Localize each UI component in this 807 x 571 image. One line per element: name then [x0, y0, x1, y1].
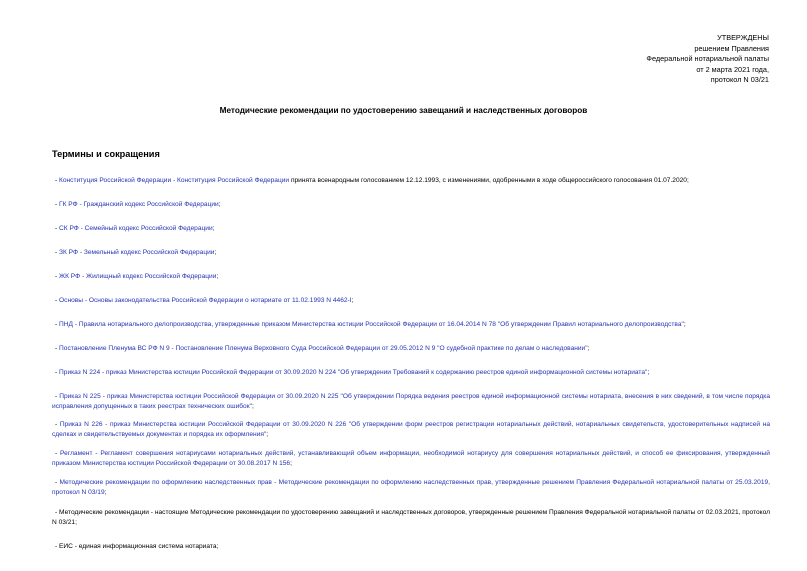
term-link[interactable]: ЗК РФ - Земельный кодекс Российской Федерации	[59, 249, 215, 256]
term-prefix: -	[55, 249, 60, 256]
term-link[interactable]: ГК РФ - Гражданский кодекс Российской Федерации	[59, 201, 219, 208]
term-text: принята всенародным голосованием 12.12.1993, с изменениями, одобренными в ходе общероссийского голосования 01.07.2020;	[289, 177, 689, 184]
term-prefix: -	[55, 345, 60, 352]
term-text: ;	[290, 459, 292, 467]
term-link[interactable]: Основы - Основы законодательства Российской Федерации о нотариате от 11.02.1993 N 4462-I	[59, 297, 352, 304]
term-prefix: -	[55, 321, 60, 328]
term-prefix: -	[55, 479, 60, 486]
term-item	[52, 272, 770, 282]
document-title: Методические рекомендации по удостоверению завещаний и наследственных договоров	[219, 106, 588, 115]
term-item	[52, 420, 770, 439]
term-item	[52, 224, 770, 234]
term-text: ;	[683, 321, 686, 328]
term-item	[52, 478, 770, 497]
term-prefix: -	[55, 273, 60, 280]
term-item	[52, 200, 770, 210]
approval-line: от 2 марта 2021 года,	[696, 64, 769, 74]
term-prefix: -	[55, 225, 60, 232]
section-title: Термины и сокращения	[52, 149, 160, 159]
term-item	[52, 320, 770, 330]
term-link[interactable]: Приказ N 226 - приказ Министерства юстиции Российской Федерации от 30.09.2020 N 226 "Об утверждении форм реестров регистрации нотариальных действий, нотариальных свидетельств, удостоверительных надписей на сделках и свидетельствуемых документах и порядка их оформления"	[52, 421, 770, 438]
approval-block	[646, 33, 769, 86]
term-link[interactable]: ЖК РФ - Жилищный кодекс Российской Федерации	[59, 273, 217, 280]
term-text: ;	[216, 273, 219, 280]
term-link[interactable]: ПНД - Правила нотариального делопроизводства, утвержденные приказом Министерства юстиции Российской Федерации от 16.04.2014 N 78 "Об утверждении Правил нотариального делопроизводства"	[59, 321, 684, 328]
term-text: ;	[218, 201, 221, 208]
term-item	[52, 176, 770, 186]
term-link[interactable]: Приказ N 225 - приказ Министерства юстиции Российской Федерации от 30.09.2020 N 225 "Об утверждении Порядка ведения реестров единой информационной системы нотариата, внесения в них сведений, в том числе порядка исправления допущенных в таких реестрах технических ошибок"	[52, 393, 770, 410]
term-item	[52, 392, 770, 411]
term-prefix: -	[55, 421, 60, 428]
approval-line: решением Правления	[694, 43, 769, 53]
term-text: ;	[104, 488, 107, 496]
approval-line: Федеральной нотариальной палаты	[646, 54, 769, 64]
term-item	[52, 449, 770, 468]
term-item	[52, 508, 770, 527]
term-item	[52, 296, 770, 306]
approval-line: протокол N 03/21	[710, 75, 769, 85]
term-text: ;	[214, 249, 217, 256]
term-link[interactable]: Постановление Пленума ВС РФ N 9 - Постановление Пленума Верховного Суда Российской Федерации от 29.05.2012 N 9 "О судебной практике по делам о наследовании"	[59, 345, 588, 352]
term-item	[52, 542, 770, 552]
term-prefix: -	[55, 201, 60, 208]
term-link[interactable]: Регламент - Регламент совершения нотариусами нотариальных действий, устанавливающий объем информации, необходимой нотариусу для совершения нотариальных действий, и способ ее фиксирования, утвержденный приказом Министерства юстиции Российской Федерации от 30.08.2017 N 156	[52, 450, 770, 467]
term-text: ;	[212, 225, 215, 232]
term-prefix: -	[55, 369, 60, 376]
term-item	[52, 344, 770, 354]
term-prefix: -	[55, 297, 60, 304]
term-text: ;	[351, 297, 354, 304]
approval-line: УТВЕРЖДЕНЫ	[717, 33, 769, 42]
term-text: ;	[647, 369, 650, 376]
term-link[interactable]: Конституция Российской Федерации - Конституция Российской Федерации	[59, 177, 290, 184]
term-item	[52, 368, 770, 378]
term-link[interactable]: СК РФ - Семейный кодекс Российской Федерации	[59, 225, 213, 232]
term-link[interactable]: Приказ N 224 - приказ Министерства юстиции Российской Федерации от 30.09.2020 N 224 "Об утверждении Требований к содержанию реестров единой информационной системы нотариата"	[59, 369, 648, 376]
term-item	[52, 248, 770, 258]
term-prefix: -	[55, 393, 60, 400]
term-text: ;	[587, 345, 590, 352]
term-prefix: -	[55, 450, 61, 457]
term-prefix: -	[55, 177, 60, 184]
term-text: ;	[251, 402, 254, 410]
term-link[interactable]: Методические рекомендации по оформлению наследственных прав - Методические рекомендации по оформлению наследственных прав, утвержденные решением Правления Федеральной нотариальной палаты от 25.03.2019, протокол N 03/19	[52, 479, 770, 496]
term-text: ;	[266, 430, 269, 438]
term-prefix: - Методические рекомендации - настоящие Методические рекомендации по удостоверению завещаний и наследственных договоров, утвержденные решением Правления Федеральной нотариальной палаты от 02.03.2021, протокол N 03/21;	[52, 509, 770, 526]
term-prefix: - ЕИС - единая информационная система нотариата;	[55, 543, 219, 550]
